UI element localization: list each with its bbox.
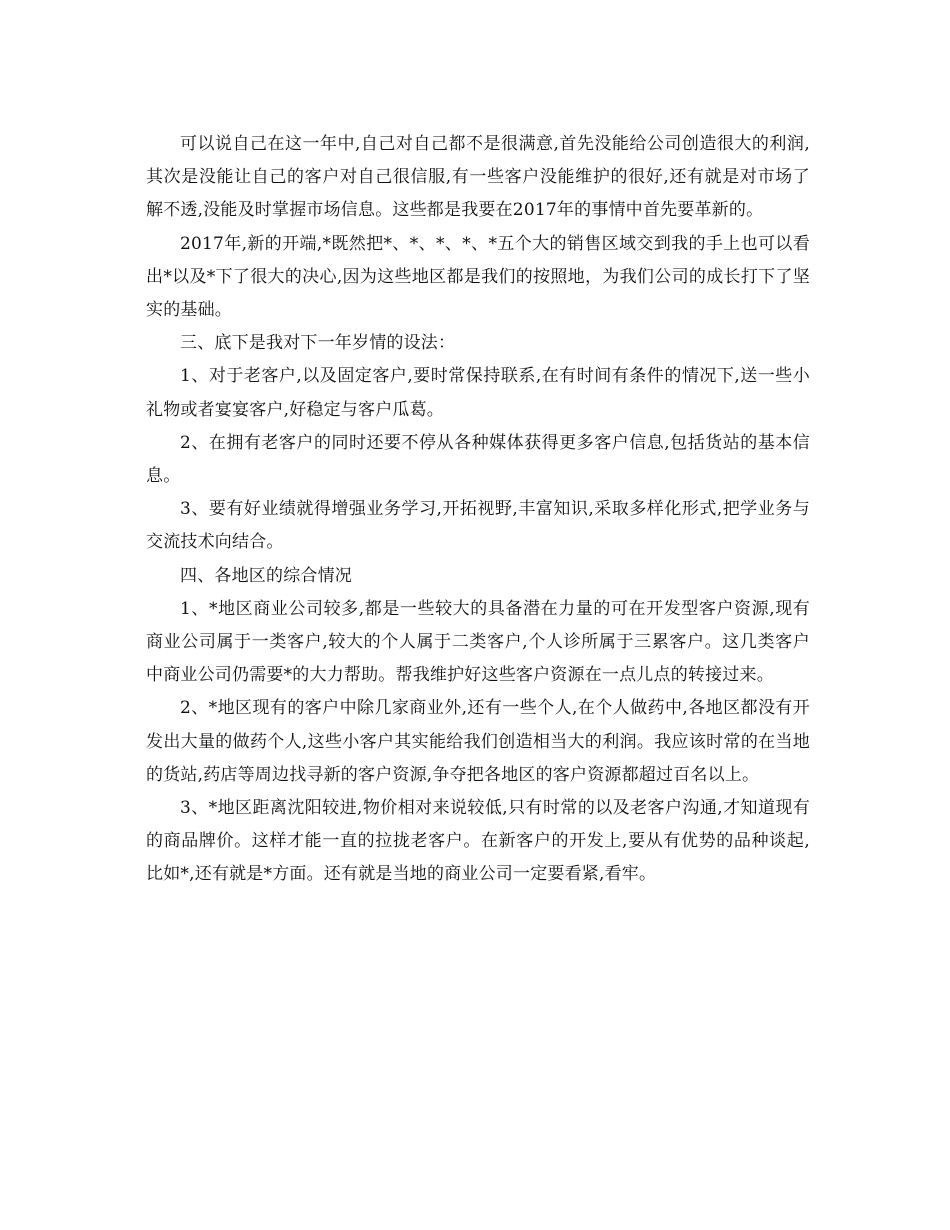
paragraph-4: 1、对于老客户,以及固定客户,要时常保持联系,在有时间有条件的情况下,送一些小礼物或者宴宴客户,好稳定与客户瓜葛。 xyxy=(146,366,810,420)
section-heading-3: 三、底下是我对下一年岁情的设法： xyxy=(180,333,456,354)
section-heading-4: 四、各地区的综合情况 xyxy=(180,565,352,586)
document-body xyxy=(146,128,810,892)
paragraph-8: 1、*地区商业公司较多,都是一些较大的具备潜在力量的可在开发型客户资源,现有商业公司属于一类客户,较大的个人属于二类客户,个人诊所属于三累客户。这几类客户中商业公司仍需要*的大力帮助。帮我维护好这些客户资源在一点儿点的转接过来。 xyxy=(146,598,810,686)
paragraph-6: 3、要有好业绩就得增强业务学习,开拓视野,丰富知识,采取多样化形式,把学业务与交流技术向结合。 xyxy=(146,499,810,553)
paragraph-9: 2、*地区现有的客户中除几家商业外,还有一些个人,在个人做药中,各地区都没有开发出大量的做药个人,这些小客户其实能给我们创造相当大的利润。我应该时常的在当地的货站,药店等周边找寻新的客户资源,争夺把各地区的客户资源都超过百名以上。 xyxy=(146,698,810,785)
paragraph-1: 可以说自己在这一年中,自己对自己都不是很满意,首先没能给公司创造很大的利润,其次是没能让自己的客户对自己很信服,有一些客户没能维护的很好,还有就是对市场了解不透,没能及时掌握市场信息。这些都是我要在2017年的事情中首先要革新的。 xyxy=(146,134,810,221)
paragraph-2: 2017年,新的开端,*既然把*、*、*、*、*五个大的销售区域交到我的手上也可以看出*以及*下了很大的决心,因为这些地区都是我们的按照地，为我们公司的成长打下了坚实的基础。 xyxy=(146,233,810,321)
paragraph-5: 2、在拥有老客户的同时还要不停从各种媒体获得更多客户信息,包括货站的基本信息。 xyxy=(146,432,810,487)
paragraph-10: 3、*地区距离沈阳较进,物价相对来说较低,只有时常的以及老客户沟通,才知道现有的商品牌价。这样才能一直的拉拢老客户。在新客户的开发上,要从有优势的品种谈起,比如*,还有就是*方面。还有就是当地的商业公司一定要看紧,看牢。 xyxy=(146,798,810,885)
